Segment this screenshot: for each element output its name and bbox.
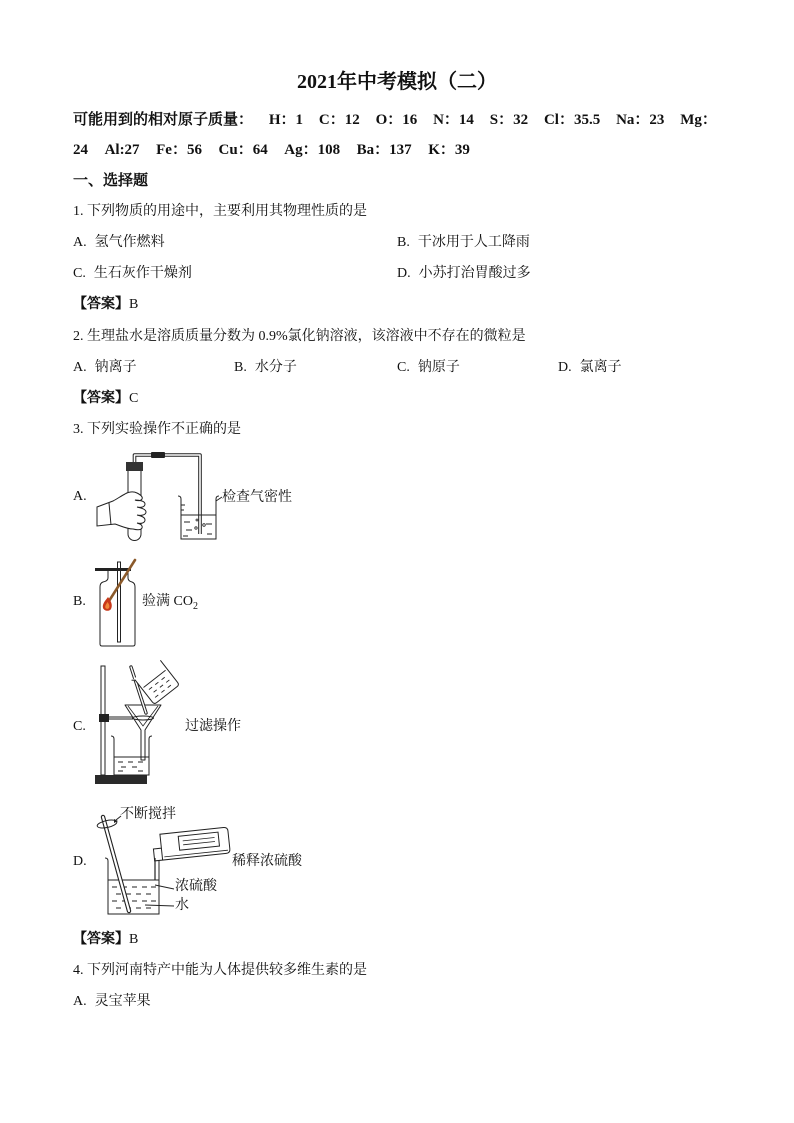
- atomic-mass-line-1: [73, 110, 717, 130]
- option-key: C.: [73, 266, 86, 281]
- q3-option-b-label: [142, 592, 198, 612]
- option-text: 干冰用于人工降雨: [417, 235, 530, 250]
- mass-al: Al:27: [104, 142, 140, 158]
- q3-option-d-stir-label: 不断搅拌: [120, 807, 176, 822]
- q1-option-b: [397, 233, 530, 253]
- mass-ag: Ag：108: [284, 142, 341, 158]
- q1-option-a: [73, 233, 165, 253]
- q2-option-a: [73, 358, 137, 378]
- option-key: A.: [73, 994, 87, 1009]
- mass-k: K：39: [428, 142, 470, 158]
- water-leader: [145, 905, 174, 906]
- stand-base: [95, 775, 147, 784]
- hand: [97, 492, 146, 530]
- q3-option-d-key: D.: [73, 854, 87, 869]
- option-key: A.: [73, 235, 87, 250]
- label-subscript: 2: [192, 600, 198, 612]
- q3-option-c-label: 过滤操作: [185, 719, 241, 734]
- atomic-mass-line-2: [73, 140, 470, 160]
- option-key: B.: [397, 235, 410, 250]
- acid-leader: [155, 885, 174, 889]
- q1-answer: [73, 295, 138, 315]
- q3-stem: 3. 下列实验操作不正确的是: [73, 422, 241, 437]
- option-text: 氯离子: [579, 360, 622, 375]
- answer-label: 【答案】: [73, 297, 129, 312]
- q3-option-a-label: 检查气密性: [222, 490, 292, 505]
- mass-na: Na：23: [616, 112, 665, 128]
- section-heading: 一、选择题: [73, 173, 149, 189]
- q3-option-c-key: C.: [73, 719, 86, 734]
- clamp-boss: [99, 714, 109, 722]
- mass-h: H：1: [268, 112, 304, 128]
- q3-option-b-key: B.: [73, 594, 86, 609]
- figure-co2-full-check: [93, 558, 143, 650]
- figure-airtightness-check: [95, 450, 223, 542]
- option-text: 氢气作燃料: [94, 235, 165, 250]
- option-text: 生石灰作干燥剂: [93, 266, 192, 281]
- atomic-mass-prefix: 可能用到的相对原子质量：: [73, 112, 254, 128]
- rubber-connector: [151, 452, 165, 458]
- glass-plate: [95, 568, 131, 571]
- q3-option-a-key: A.: [73, 489, 87, 504]
- q2-option-b: [234, 358, 297, 378]
- ring-arm: [105, 717, 133, 719]
- q3-option-d-water-label: 水: [175, 898, 189, 913]
- receiving-beaker: [111, 736, 152, 775]
- gas-inlet-tube: [118, 562, 121, 642]
- mass-c: C：12: [318, 112, 360, 128]
- glass-rod-core: [103, 817, 129, 911]
- option-text: 小苏打治胃酸过多: [418, 266, 531, 281]
- label-text: 验满 CO: [142, 594, 193, 609]
- mass-s: S：32: [489, 112, 529, 128]
- page-title: 2021年中考模拟（二）: [297, 71, 497, 93]
- mass-cl: Cl：35.5: [543, 112, 601, 128]
- mass-mg-value: 24: [73, 142, 88, 158]
- q1-stem: 1. 下列物质的用途中，主要利用其物理性质的是: [73, 204, 367, 219]
- q1-option-d: [397, 264, 531, 284]
- option-key: D.: [397, 266, 411, 281]
- option-text: 钠原子: [417, 360, 460, 375]
- mass-mg: Mg：: [680, 112, 717, 128]
- q2-stem: 2. 生理盐水是溶质质量分数为 0.9%氯化钠溶液，该溶液中不存在的微粒是: [73, 329, 526, 344]
- q3-option-d-action-label: 稀释浓硫酸: [232, 854, 302, 869]
- option-text: 水分子: [254, 360, 297, 375]
- water: [108, 880, 159, 908]
- answer-value: B: [129, 297, 139, 312]
- funnel: [125, 705, 161, 760]
- figure-filtration: [93, 660, 185, 788]
- pouring-beaker: [132, 659, 180, 707]
- q2-option-d: [558, 358, 622, 378]
- option-text: 灵宝苹果: [94, 994, 151, 1009]
- option-key: C.: [397, 360, 410, 375]
- option-key: A.: [73, 360, 87, 375]
- mass-n: N：14: [433, 112, 474, 128]
- option-key: B.: [234, 360, 247, 375]
- answer-value: B: [129, 932, 139, 947]
- mass-cu: Cu：64: [218, 142, 268, 158]
- q3-answer: [73, 930, 138, 950]
- q2-answer: [73, 389, 138, 409]
- reagent-bottle: [152, 827, 230, 861]
- mass-fe: Fe：56: [156, 142, 202, 158]
- q4-option-a: [73, 992, 151, 1012]
- rubber-stopper: [126, 462, 143, 471]
- option-key: D.: [558, 360, 572, 375]
- answer-label: 【答案】: [73, 391, 129, 406]
- option-text: 钠离子: [94, 360, 137, 375]
- mass-ba: Ba：137: [356, 142, 412, 158]
- mass-o: O：16: [375, 112, 418, 128]
- answer-label: 【答案】: [73, 932, 129, 947]
- q3-option-d-acid-label: 浓硫酸: [175, 879, 217, 894]
- q1-option-c: [73, 264, 192, 284]
- q2-option-c: [397, 358, 460, 378]
- answer-value: C: [129, 391, 139, 406]
- q4-stem: 4. 下列河南特产中能为人体提供较多维生素的是: [73, 963, 367, 978]
